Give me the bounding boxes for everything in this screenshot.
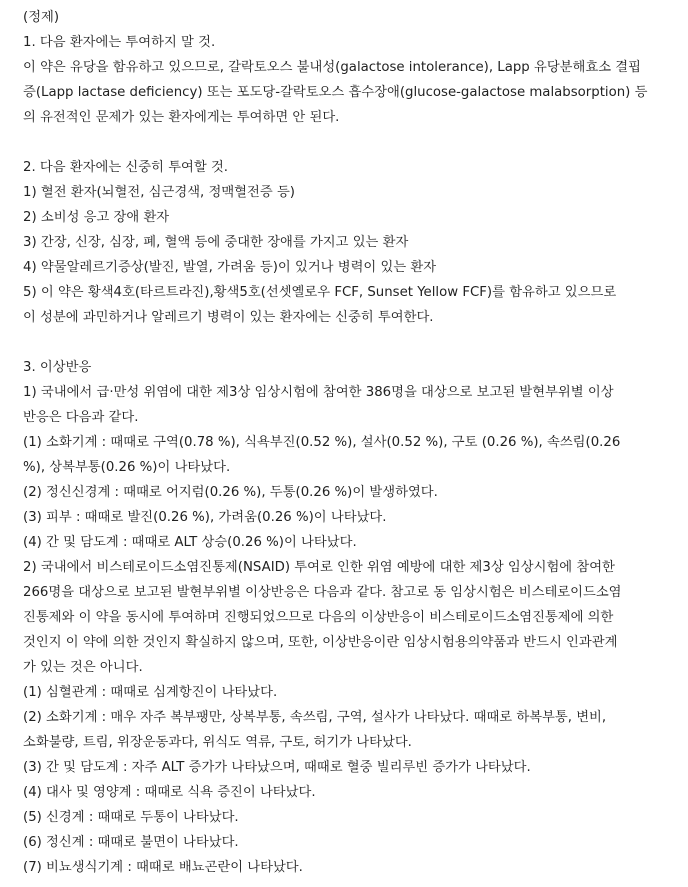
text-line: (정제) [23,10,60,25]
text-line: (1) 심혈관계 : 때때로 심계항진이 나타났다. [23,685,278,700]
text-line: %), 상복부통(0.26 %)이 나타났다. [23,460,231,475]
text-line: 진통제와 이 약을 동시에 투여하며 진행되었으므로 다음의 이상반응이 비스테로이드소염진통제에 의한 [23,610,614,625]
text-line: (6) 정신계 : 때때로 불면이 나타났다. [23,835,239,850]
text-line: 266명을 대상으로 보고된 발현부위별 이상반응은 다음과 같다. 참고로 동 임상시험은 비스테로이드소염 [23,585,622,600]
text-line: (4) 대사 및 영양계 : 때때로 식욕 증진이 나타났다. [23,785,316,800]
text-line: 것인지 이 약에 의한 것인지 확실하지 않으며, 또한, 이상반응이란 임상시험용의약품과 반드시 인과관계 [23,635,618,650]
text-line: 1) 국내에서 급·만성 위염에 대한 제3상 임상시험에 참여한 386명을 대상으로 보고된 발현부위별 이상 [23,385,614,400]
text-line: (4) 간 및 담도계 : 때때로 ALT 상승(0.26 %)이 나타났다. [23,535,357,550]
text-line: 이 성분에 과민하거나 알레르기 병력이 있는 환자에는 신중히 투여한다. [23,310,434,325]
text-line: 의 유전적인 문제가 있는 환자에게는 투여하면 안 된다. [23,110,340,125]
text-line: (7) 비뇨생식기계 : 때때로 배뇨곤란이 나타났다. [23,860,303,875]
text-line: 1) 혈전 환자(뇌혈전, 심근경색, 정맥혈전증 등) [23,185,295,200]
text-line: (3) 간 및 담도계 : 자주 ALT 증가가 나타났으며, 때때로 혈중 빌리루빈 증가가 나타났다. [23,760,531,775]
text-line: 반응은 다음과 같다. [23,410,139,425]
text-line: 4) 약물알레르기증상(발진, 발열, 가려움 등)이 있거나 병력이 있는 환자 [23,260,437,275]
blank-line [23,130,680,155]
text-line: 2) 소비성 응고 장애 환자 [23,210,170,225]
text-line: 3. 이상반응 [23,360,92,375]
blank-line [23,330,680,355]
text-line: (3) 피부 : 때때로 발진(0.26 %), 가려움(0.26 %)이 나타났다. [23,510,387,525]
text-line: (2) 소화기계 : 매우 자주 복부팽만, 상복부통, 속쓰림, 구역, 설사가 나타났다. 때때로 하복부통, 변비, [23,710,607,725]
text-line: 2. 다음 환자에는 신중히 투여할 것. [23,160,229,175]
text-line: 가 있는 것은 아니다. [23,660,143,675]
text-line: 소화불량, 트림, 위장운동과다, 위식도 역류, 구토, 허기가 나타났다. [23,735,412,750]
text-line: (1) 소화기계 : 때때로 구역(0.78 %), 식욕부진(0.52 %), 설사(0.52 %), 구토 (0.26 %), 속쓰림(0.26 [23,435,621,450]
text-line: 이 약은 유당을 함유하고 있으므로, 갈락토오스 불내성(galactose intolerance), Lapp 유당분해효소 결핍 [23,60,641,75]
text-line: 5) 이 약은 황색4호(타르트라진),황색5호(선셋옐로우 FCF, Sunset Yellow FCF)를 함유하고 있으므로 [23,285,617,300]
text-line: 3) 간장, 신장, 심장, 폐, 혈액 등에 중대한 장애를 가지고 있는 환자 [23,235,409,250]
text-line: 1. 다음 환자에는 투여하지 말 것. [23,35,216,50]
text-line: 증(Lapp lactase deficiency) 또는 포도당-갈락토오스 흡수장애(glucose-galactose malabsorption) 등 [23,85,648,100]
text-line: 2) 국내에서 비스테로이드소염진통제(NSAID) 투여로 인한 위염 예방에 대한 제3상 임상시험에 참여한 [23,560,615,575]
text-line: (5) 신경계 : 때때로 두통이 나타났다. [23,810,239,825]
text-line: (2) 정신신경계 : 때때로 어지럼(0.26 %), 두통(0.26 %)이 발생하였다. [23,485,438,500]
